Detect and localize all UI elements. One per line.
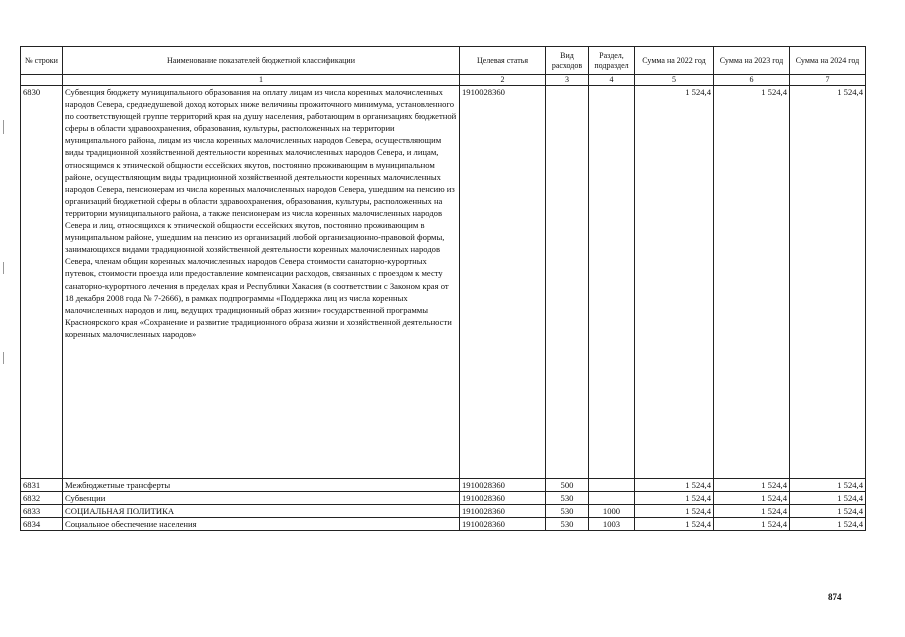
table-row: [21, 86, 866, 479]
row-target: 1910028360: [460, 492, 546, 505]
row-sum-2024: 1 524,4: [790, 518, 866, 531]
row-target: 1910028360: [460, 86, 546, 479]
row-sum-2022: 1 524,4: [635, 518, 714, 531]
row-number: 6831: [21, 479, 63, 492]
table-row: [21, 505, 866, 518]
column-number: 3: [546, 75, 589, 86]
row-sum-2022: 1 524,4: [635, 492, 714, 505]
row-sum-2023: 1 524,4: [714, 505, 790, 518]
header-target: Целевая статья: [460, 47, 546, 75]
header-name: Наименование показателей бюджетной классификации: [63, 47, 460, 75]
column-number: 7: [790, 75, 866, 86]
column-number-row: [21, 75, 866, 86]
row-target: 1910028360: [460, 505, 546, 518]
row-kind: 500: [546, 479, 589, 492]
header-row-no: № строки: [21, 47, 63, 75]
row-section: 1000: [589, 505, 635, 518]
row-section: 1003: [589, 518, 635, 531]
row-sum-2022: 1 524,4: [635, 505, 714, 518]
row-kind: 530: [546, 518, 589, 531]
row-sum-2022: 1 524,4: [635, 479, 714, 492]
row-sum-2024: 1 524,4: [790, 479, 866, 492]
page-number: 874: [828, 592, 842, 602]
row-sum-2023: 1 524,4: [714, 86, 790, 479]
column-number: 1: [63, 75, 460, 86]
table-row: [21, 518, 866, 531]
row-target: 1910028360: [460, 479, 546, 492]
header-sum-2023: Сумма на 2023 год: [714, 47, 790, 75]
row-number: 6834: [21, 518, 63, 531]
row-sum-2024: 1 524,4: [790, 86, 866, 479]
row-section: [589, 479, 635, 492]
table-header-row: [21, 47, 866, 75]
table-row: [21, 492, 866, 505]
column-number: 4: [589, 75, 635, 86]
row-kind: 530: [546, 505, 589, 518]
header-kind: Вид расходов: [546, 47, 589, 75]
row-name: СОЦИАЛЬНАЯ ПОЛИТИКА: [63, 505, 460, 518]
row-sum-2024: 1 524,4: [790, 505, 866, 518]
header-sum-2022: Сумма на 2022 год: [635, 47, 714, 75]
row-target: 1910028360: [460, 518, 546, 531]
table-row: [21, 479, 866, 492]
row-number: 6830: [21, 86, 63, 479]
row-kind: [546, 86, 589, 479]
header-section: Раздел, подраздел: [589, 47, 635, 75]
scan-margin-mark: [3, 120, 4, 134]
row-name: Субвенции: [63, 492, 460, 505]
row-sum-2023: 1 524,4: [714, 492, 790, 505]
row-sum-2023: 1 524,4: [714, 479, 790, 492]
row-section: [589, 86, 635, 479]
row-kind: 530: [546, 492, 589, 505]
row-number: 6833: [21, 505, 63, 518]
column-number: 2: [460, 75, 546, 86]
budget-table: [20, 46, 866, 531]
scan-margin-mark: [3, 352, 4, 364]
row-sum-2024: 1 524,4: [790, 492, 866, 505]
row-number: 6832: [21, 492, 63, 505]
column-number: 6: [714, 75, 790, 86]
row-sum-2023: 1 524,4: [714, 518, 790, 531]
column-number-blank: [21, 75, 63, 86]
row-sum-2022: 1 524,4: [635, 86, 714, 479]
header-sum-2024: Сумма на 2024 год: [790, 47, 866, 75]
row-section: [589, 492, 635, 505]
row-name: Социальное обеспечение населения: [63, 518, 460, 531]
scan-margin-mark: [3, 262, 4, 274]
row-name: Межбюджетные трансферты: [63, 479, 460, 492]
column-number: 5: [635, 75, 714, 86]
row-name: Субвенция бюджету муниципального образования на оплату лицам из числа коренных малочисленных народов Севера, среднедушевой доход которых ниже величины прожиточного минимума, установленного по соответствующей группе территорий края на душу населения, работающим в организациях бюджетной сферы в области здравоохранения, образования, культуры, расположенных на территории муниципального района, лицам из числа коренных малочисленных народов Севера, осуществляющим виды традиционной хозяйственной деятельности коренных малочисленных народов Севера, и лицам, относящимся к этнической общности ессейских якутов, постоянно проживающим в муниципальном районе, осуществляющим виды традиционной хозяйственной деятельности коренных малочисленных народов Севера, пенсионерам из числа коренных малочисленных народов Севера, ушедшим на пенсию из организаций бюджетной сферы в области здравоохранения, образования, культуры, расположенных на территории муниципального района, а также пенсионерам из числа коренных малочисленных народов Севера и лиц, относящихся к этнической общности ессейских якутов, постоянно проживающим в муниципальном районе, ушедшим на пенсию из организаций любой организационно-правовой формы, занимающихся видами традиционной хозяйственной деятельности коренных малочисленных народов Севера, членам общин коренных малочисленных народов Севера стоимости санаторно-курортных путевок, стоимости проезда или предоставление компенсации расходов, связанных с проездом к месту санаторно-курортного лечения в пределах края и Республики Хакасия (в соответствии с Законом края от 18 декабря 2008 года № 7-2666), в рамках подпрограммы «Поддержка лиц из числа коренных малочисленных народов и лиц, ведущих традиционный образ жизни» государственной программы Красноярского края «Сохранение и развитие традиционного образа жизни и хозяйственной деятельности коренных малочисленных народов»: [63, 86, 460, 479]
